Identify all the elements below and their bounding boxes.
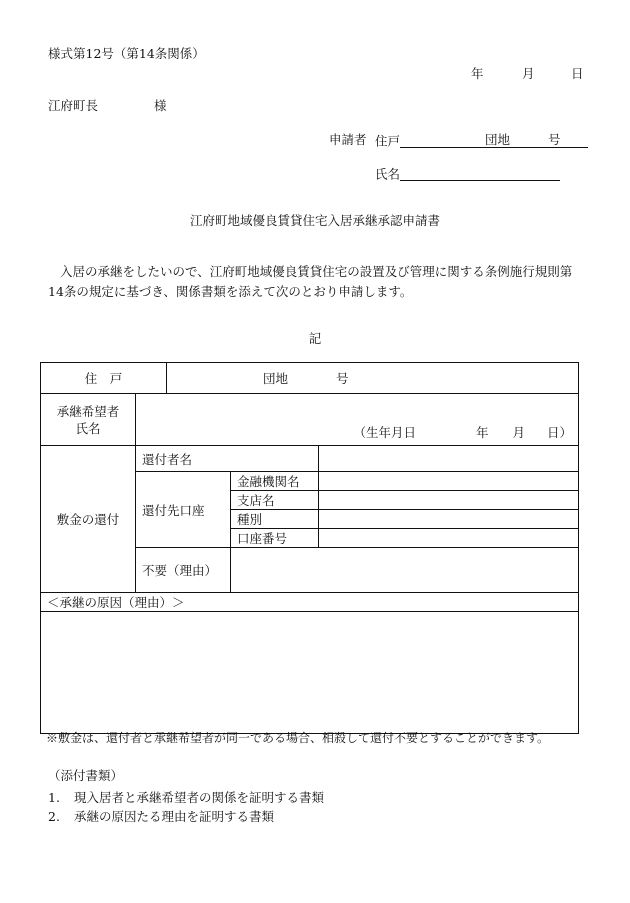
- name-label: 氏名: [375, 166, 401, 182]
- deposit-label: 敷金の還付: [41, 446, 136, 593]
- deposit-note: ※敷金は、還付者と承継希望者が同一である場合、相殺して還付不要とすることができます。: [46, 731, 550, 745]
- address-input-line[interactable]: [400, 134, 588, 148]
- account-field-branch: 支店名: [231, 491, 319, 510]
- birth-open: （生年月日: [353, 425, 416, 440]
- attachment-num-1: 1.: [48, 790, 60, 805]
- addressee: 江府町長: [48, 98, 99, 113]
- attachment-item-2: [48, 811, 274, 824]
- address-label: 住戸: [375, 133, 401, 149]
- application-table: [40, 362, 579, 734]
- account-field-number: 口座番号: [231, 529, 319, 548]
- residence-number: 号: [336, 371, 349, 386]
- successor-value[interactable]: [136, 394, 579, 446]
- applicant-label: 申請者: [329, 132, 367, 147]
- refund-name-label: 還付者名: [136, 446, 319, 472]
- name-input-line[interactable]: [400, 167, 560, 181]
- account-field-type: 種別: [231, 510, 319, 529]
- account-value-bank[interactable]: [319, 472, 579, 491]
- birth-day: 日）: [547, 425, 573, 440]
- account-value-type[interactable]: [319, 510, 579, 529]
- attachment-text-1: 現入居者と承継希望者の関係を証明する書類: [73, 790, 324, 805]
- reason-body[interactable]: [41, 612, 579, 734]
- residence-value[interactable]: [167, 363, 579, 394]
- date-day-label: 日: [571, 66, 584, 81]
- birth-year: 年: [475, 425, 489, 440]
- reason-header-row: [41, 593, 579, 612]
- account-field-bank: 金融機関名: [231, 472, 319, 491]
- account-value-branch[interactable]: [319, 491, 579, 510]
- form-number: 様式第12号（第14条関係）: [48, 46, 205, 61]
- reason-body-row: [41, 612, 579, 734]
- body-paragraph: 入居の承継をしたいので、江府町地域優良賃貸住宅の設置及び管理に関する条例施行規則第14条の規定に基づき、関係書類を添えて次のとおり申請します。: [48, 264, 573, 299]
- account-value-number[interactable]: [319, 529, 579, 548]
- number-label: 号: [548, 132, 561, 147]
- refund-name-row: [41, 446, 579, 472]
- applicant-address-line: [375, 134, 588, 148]
- date-year-label: 年: [471, 66, 484, 81]
- residence-danchi: 団地: [263, 371, 289, 386]
- successor-label-line2: 氏名: [75, 420, 101, 436]
- successor-label: [41, 394, 136, 446]
- attachment-num-2: 2.: [48, 809, 60, 824]
- attachments-header: （添付書類）: [48, 768, 124, 783]
- reason-header: ＜承継の原因（理由）＞: [41, 593, 579, 612]
- honorific: 様: [154, 98, 167, 113]
- not-required-value[interactable]: [231, 548, 579, 593]
- attachment-text-2: 承継の原因たる理由を証明する書類: [73, 809, 274, 824]
- danchi-label: 団地: [485, 132, 511, 147]
- applicant-name-line: [375, 167, 560, 181]
- refund-account-label: 還付先口座: [136, 472, 231, 548]
- not-required-label: 不要（理由）: [136, 548, 231, 593]
- ki-label: 記: [308, 331, 322, 346]
- date-month-label: 月: [522, 66, 535, 81]
- successor-label-line1: 承継希望者: [56, 403, 120, 419]
- residence-label: 住 戸: [41, 363, 167, 394]
- document-title: 江府町地域優良賃貸住宅入居承継承認申請書: [189, 213, 440, 228]
- birth-month: 月: [512, 425, 525, 440]
- refund-name-value[interactable]: [319, 446, 579, 472]
- successor-row: [41, 394, 579, 446]
- attachment-item-1: [48, 792, 324, 805]
- residence-row: [41, 363, 579, 394]
